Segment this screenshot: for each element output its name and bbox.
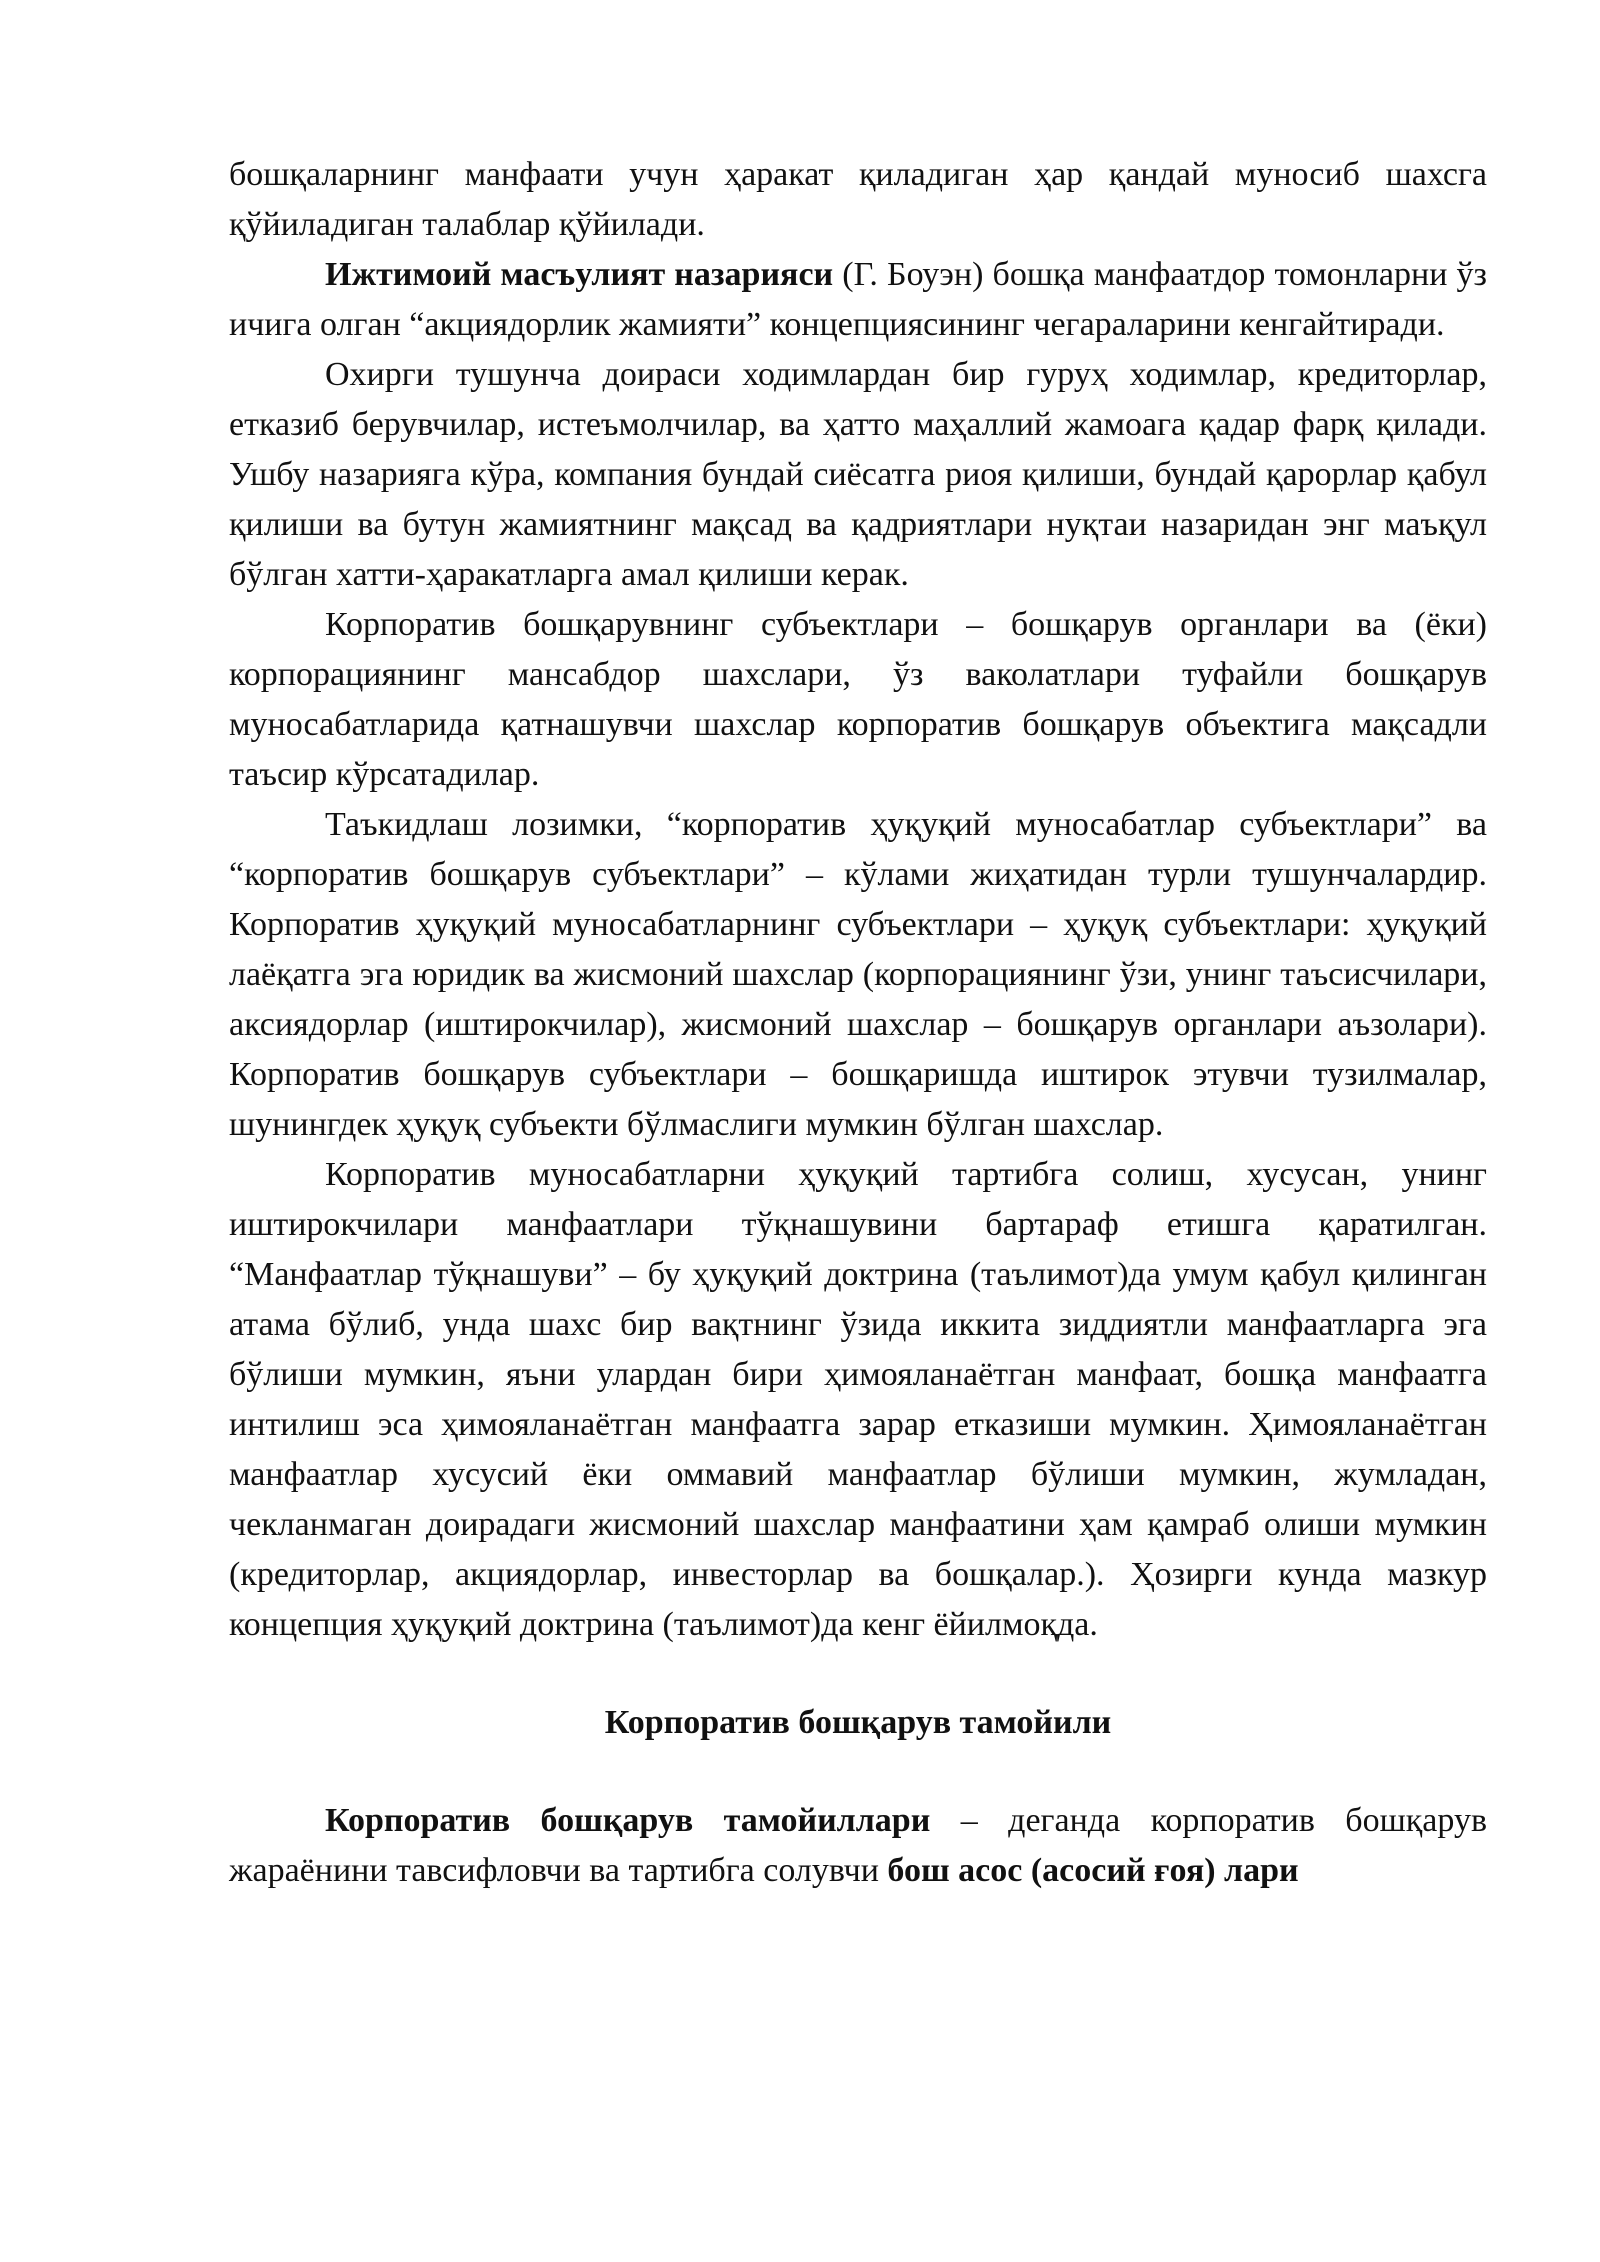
term-corporate-governance-principles: Корпоратив бошқарув тамойиллари <box>325 1802 931 1839</box>
paragraph-7 <box>229 1796 1487 1896</box>
paragraph-6: Корпоратив муносабатларни ҳуқуқий тартибга солиш, хусусан, унинг иштирокчилари манфаатлари тўқнашувини бартараф етишга қаратилган. “Манфаатлар тўқнашуви” – бу ҳуқуқий доктрина (таълимот)да умум қабул қилинган атама бўлиб, унда шахс бир вақтнинг ўзида иккита зиддиятли манфаатларга эга бўлиши мумкин, яъни улардан бири ҳимояланаётган манфаат, бошқа манфаатга интилиш эса ҳимояланаётган манфаатга зарар етказиши мумкин. Ҳимояланаётган манфаатлар хусусий ёки оммавий манфаатлар бўлиши мумкин, жумладан, чекланмаган доирадаги жисмоний шахслар манфаатини ҳам қамраб олиши мумкин (кредиторлар, акциядорлар, инвесторлар ва бошқалар.). Ҳозирги кунда мазкур концепция ҳуқуқий доктрина (таълимот)да кенг ёйилмоқда. <box>229 1156 1487 1643</box>
paragraph-2-text: (Г. Боуэн) бошқа манфаатдор томонларни ўз ичига олган “акциядорлик жамияти” концепциясининг чегараларини кенгайтиради. <box>229 256 1487 343</box>
paragraph-3: Охирги тушунча доираси ходимлардан бир гуруҳ ходимлар, кредиторлар, етказиб берувчилар, истеъмолчилар, ва ҳатто маҳаллий жамоага қадар фарқ қилади. Ушбу назарияга кўра, компания бундай сиёсатга риоя қилиши, бундай қарорлар қабул қилиши ва бутун жамиятнинг мақсад ва қадриятлари нуқтаи назаридан энг маъқул бўлган хатти-ҳаракатларга амал қилиши керак. <box>229 356 1487 593</box>
document-page <box>229 150 1487 1896</box>
section-heading: Корпоратив бошқарув тамойили <box>604 1704 1112 1741</box>
term-social-responsibility-theory: Ижтимоий масъулият назарияси <box>325 256 834 293</box>
paragraph-5: Таъкидлаш лозимки, “корпоратив ҳуқуқий муносабатлар субъектлари” ва “корпоратив бошқарув субъектлари” – кўлами жиҳатидан турли тушунчалардир. Корпоратив ҳуқуқий муносабатларнинг субъектлари – ҳуқуқ субъектлари: ҳуқуқий лаёқатга эга юридик ва жисмоний шахслар (корпорациянинг ўзи, унинг таъсисчилари, аксиядорлар (иштирокчилар), жисмоний шахслар – бошқарув органлари аъзолари). Корпоратив бошқарув субъектлари – бошқаришда иштирок этувчи тузилмалар, шунингдек ҳуқуқ субъекти бўлмаслиги мумкин бўлган шахслар. <box>229 806 1487 1143</box>
paragraph-7-text: – деганда корпоратив бошқарув жараёнини тавсифловчи ва тартибга солувчи <box>229 1802 1488 1889</box>
paragraph-4: Корпоратив бошқарувнинг субъектлари – бошқарув органлари ва (ёки) корпорациянинг мансабдор шахслари, ўз ваколатлари туфайли бошқарув муносабатларида қатнашувчи шахслар корпоратив бошқарув объектига мақсадли таъсир кўрсатадилар. <box>229 606 1487 793</box>
paragraph-2 <box>229 250 1487 350</box>
paragraph-1: бошқаларнинг манфаати учун ҳаракат қиладиган ҳар қандай муносиб шахсга қўйиладиган талаблар қўйилади. <box>229 156 1487 243</box>
term-main-basis: бош асос (асосий ғоя) лари <box>887 1852 1299 1889</box>
